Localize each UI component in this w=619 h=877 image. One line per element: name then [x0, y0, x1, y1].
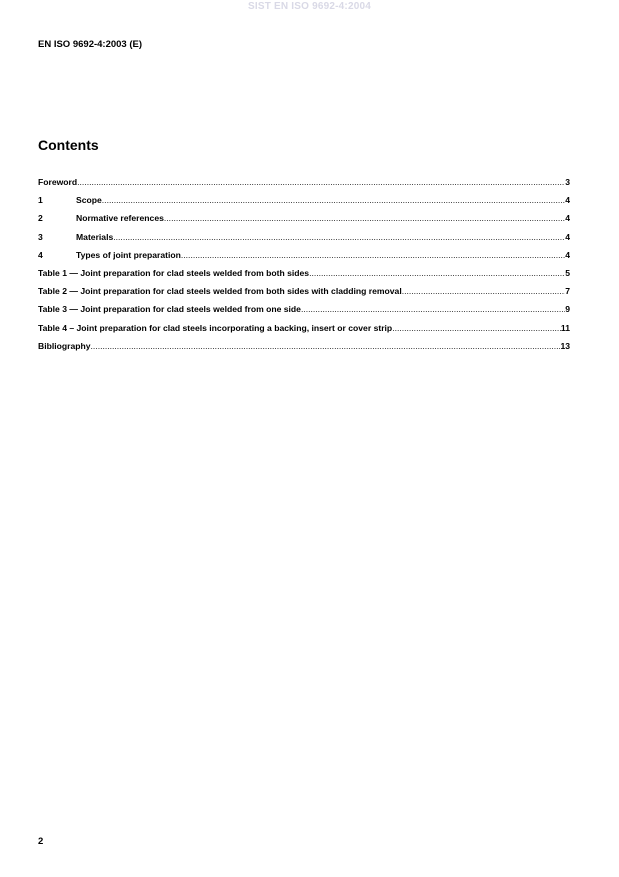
toc-leader-dots: [402, 286, 566, 296]
toc-entry-title: Materials: [76, 231, 114, 242]
toc-entry-table-2[interactable]: [38, 286, 570, 304]
toc-leader-dots: [91, 341, 561, 351]
toc-entry-title: Table 2 — Joint preparation for clad steels welded from both sides with cladding removal: [38, 286, 402, 297]
toc-leader-dots: [181, 250, 565, 260]
page-number: 2: [38, 836, 44, 847]
toc-entry-scope[interactable]: [38, 195, 570, 213]
toc-entry-number: 4: [38, 249, 43, 260]
toc-entry-page: 4: [565, 195, 570, 206]
toc-entry-title: Table 4 – Joint preparation for clad steels incorporating a backing, insert or cover strip: [38, 322, 393, 333]
toc-entry-page: 4: [565, 231, 570, 242]
toc-entry-page: 3: [565, 177, 570, 187]
toc-entry-page: 13: [560, 340, 570, 351]
toc-entry-table-1[interactable]: [38, 268, 570, 286]
toc-entry-materials[interactable]: [38, 232, 570, 250]
toc-leader-dots: [309, 268, 565, 278]
toc-entry-title: Types of joint preparation: [76, 249, 181, 260]
toc-entry-number: 2: [38, 213, 43, 224]
standard-header: EN ISO 9692-4:2003 (E): [38, 39, 143, 50]
toc-entry-number: 1: [38, 195, 43, 206]
toc-leader-dots: [102, 195, 565, 205]
toc-entry-normative-references[interactable]: [38, 213, 570, 231]
toc-leader-dots: [164, 213, 565, 223]
toc-entry-page: 4: [565, 213, 570, 224]
toc-entry-bibliography[interactable]: [38, 341, 570, 359]
watermark: SIST EN ISO 9692-4:2004: [248, 1, 371, 12]
toc-entry-page: 11: [560, 322, 570, 333]
toc-entry-title: Bibliography: [38, 340, 91, 351]
table-of-contents: [38, 177, 570, 359]
toc-entry-types-of-joint-preparation[interactable]: [38, 250, 570, 268]
toc-entry-title: Foreword: [38, 177, 78, 187]
toc-entry-page: 5: [565, 267, 570, 278]
toc-entry-title: Scope: [76, 195, 102, 206]
toc-entry-table-4[interactable]: [38, 323, 570, 341]
contents-heading: Contents: [38, 137, 99, 153]
toc-leader-dots: [301, 304, 565, 314]
toc-entry-page: 7: [565, 286, 570, 297]
toc-entry-foreword[interactable]: [38, 177, 570, 195]
toc-leader-dots: [392, 323, 561, 333]
toc-leader-dots: [113, 232, 565, 242]
toc-entry-title: Table 3 — Joint preparation for clad steels welded from one side: [38, 304, 301, 315]
toc-entry-table-3[interactable]: [38, 304, 570, 322]
toc-leader-dots: [77, 177, 565, 187]
toc-entry-title: Table 1 — Joint preparation for clad steels welded from both sides: [38, 267, 310, 278]
toc-entry-number: 3: [38, 231, 43, 242]
toc-entry-page: 4: [565, 249, 570, 260]
toc-entry-title: Normative references: [76, 213, 164, 224]
toc-entry-page: 9: [565, 304, 570, 315]
